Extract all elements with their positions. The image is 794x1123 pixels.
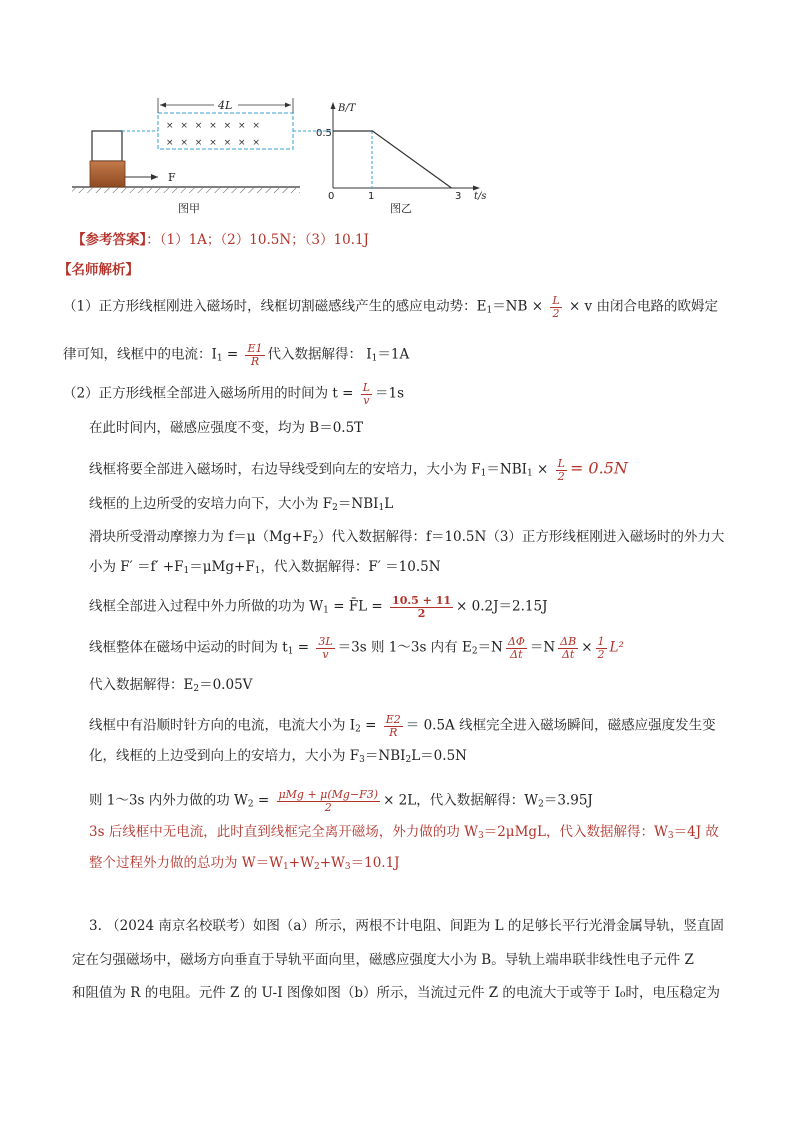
caption-jia: 图甲	[178, 202, 200, 215]
num: 10.5 + 11	[392, 594, 452, 607]
text: +W	[319, 855, 345, 871]
width-4L-label: 4L	[218, 99, 233, 112]
fraction	[277, 789, 381, 813]
text: ＝NBI	[337, 496, 379, 512]
den: R	[389, 725, 398, 739]
fraction	[384, 714, 403, 738]
text: （1）正方形线框刚进入磁场时，线框切割磁感线产生的感应电动势：E	[63, 298, 487, 315]
analysis-label: 【名师解析】	[58, 262, 139, 278]
tick-x-3: 3	[455, 191, 462, 202]
den: 2	[417, 606, 426, 620]
analysis-line-5	[89, 458, 628, 482]
text: ＝1A	[377, 346, 410, 363]
question3-line-3: 和阻值为 R 的电阻。元件 Z 的 U-I 图像如图（b）所示，当流过元件 Z 的电流大于或等于 I₀时，电压稳定为	[72, 985, 720, 1001]
fraction	[361, 382, 372, 406]
text: 律可知，线框中的电流：I	[63, 346, 217, 363]
tick-x-1: 1	[368, 191, 375, 202]
num: L	[362, 381, 371, 394]
text: ＝1s	[375, 385, 405, 402]
text: ×	[581, 639, 593, 656]
num: ΔΦ	[507, 635, 525, 648]
analysis-line-16	[89, 855, 400, 873]
text: × 0.2J＝2.15J	[456, 598, 548, 615]
text: 线框整体在磁场中运动的时间为 t	[89, 639, 288, 656]
den: R	[250, 354, 260, 368]
text: 整个过程外力做的总功为 W＝W	[89, 855, 284, 871]
sub: 2	[312, 536, 318, 546]
figure-yi-chart	[293, 102, 487, 215]
sub: 2	[538, 799, 544, 810]
fraction	[390, 595, 453, 619]
force-label: F	[168, 171, 176, 184]
text: × v 由闭合电路的欧姆定	[568, 298, 718, 315]
text: ＝ 0.5A 线框完全进入磁场瞬间，磁感应强度发生变	[405, 717, 716, 734]
sub: 1	[216, 353, 223, 364]
text: 化，线框的上边受到向上的安培力，大小为 F	[89, 748, 360, 764]
text: L＝0.5N	[411, 748, 467, 764]
sub: 2	[247, 799, 254, 810]
sub: 2	[405, 755, 412, 765]
text: ＝NBI	[364, 748, 406, 764]
text: +W	[288, 855, 314, 871]
text: ＝10.1J	[350, 855, 400, 871]
text: ，代入数据解得：F′ ＝10.5N	[260, 559, 441, 575]
den: Δt	[510, 647, 523, 661]
text: 线框全部进入过程中外力所做的功为 W	[89, 598, 324, 615]
text: =	[257, 792, 270, 809]
text: ＝3s 则 1～3s 内有 E	[337, 639, 472, 656]
text: 代入数据解得： I	[267, 346, 372, 363]
slider-block	[90, 161, 125, 187]
answer-text: ：（1）1A；（2）10.5N；（3）10.1J	[146, 232, 369, 248]
tick-origin: 0	[328, 191, 335, 202]
field-marks-row1: × × × × × × ×	[166, 121, 262, 131]
caption-yi: 图乙	[390, 202, 412, 215]
field-marks-row2: × × × × × × ×	[166, 138, 262, 148]
den: v	[322, 647, 329, 661]
answer-label: 【参考答案】	[72, 232, 147, 248]
num: L	[552, 294, 560, 307]
question3-line-1: 3. （2024 南京名校联考）如图（a）所示，两根不计电阻、间距为 L 的足够长平行光滑金属导轨，竖直固	[89, 918, 724, 934]
analysis-line-15	[89, 824, 719, 842]
text: L	[384, 496, 394, 512]
sub: 1	[371, 353, 378, 364]
fraction	[245, 343, 264, 367]
text: 3s 后线框中无电流，此时直到线框完全离开磁场，外力做的功 W	[89, 824, 478, 840]
result-0.5N: = 0.5N	[569, 458, 628, 478]
sub: 2	[332, 503, 338, 513]
text: ×	[532, 461, 549, 478]
den: 2	[557, 469, 565, 483]
sub: 1	[323, 605, 329, 616]
analysis-line-6	[89, 496, 393, 514]
num: 3L	[318, 635, 333, 648]
fraction	[506, 636, 527, 660]
fraction	[556, 458, 567, 482]
den: v	[363, 393, 370, 407]
text: ＝NB ×	[492, 298, 544, 315]
text: ＝N	[529, 639, 556, 656]
text: =	[333, 598, 345, 615]
den: 2	[597, 647, 605, 661]
num: μMg + μ(Mg−F3)	[278, 788, 379, 801]
text: =	[297, 639, 310, 656]
sub: 3	[344, 862, 351, 872]
num: E2	[385, 713, 401, 726]
analysis-line-3	[63, 382, 404, 406]
text: ＝NBI	[486, 461, 527, 478]
analysis-line-2	[63, 343, 409, 367]
sub: 3	[359, 755, 365, 765]
series-B-line	[333, 131, 452, 188]
text: 线框将要全部进入磁场时，右边导线受到向左的安培力，大小为 F	[89, 461, 481, 478]
analysis-line-14	[89, 789, 593, 813]
sub: 1	[480, 468, 487, 479]
analysis-line-9	[89, 595, 548, 619]
analysis-line-4: 在此时间内，磁感应强度不变，均为 B＝0.5T	[89, 420, 364, 436]
text: =	[226, 346, 239, 363]
y-axis-label: B/T	[338, 103, 356, 114]
sub: 1	[486, 305, 493, 316]
sub: 1	[287, 646, 294, 657]
sub: 1	[283, 862, 289, 872]
num: E1	[247, 342, 263, 355]
text: 滑块所受滑动摩擦力为 f＝μ（Mg+F	[89, 529, 313, 545]
analysis-line-1	[63, 295, 718, 319]
fraction	[550, 295, 561, 319]
text: 代入数据解得：E	[89, 677, 194, 693]
text: ＝0.05V	[199, 677, 253, 693]
text: ＝3.95J	[543, 792, 593, 809]
sub: 2	[355, 724, 361, 735]
num: L	[557, 457, 565, 470]
text: ＝2μMgL，代入数据解得：W	[483, 824, 668, 840]
text: （2）正方形线框全部进入磁场所用的时间为 t =	[63, 385, 354, 402]
coil-frame	[92, 131, 122, 161]
fraction	[316, 636, 334, 660]
text: 小为 F′ ＝f′ +F	[89, 559, 184, 575]
fraction	[596, 636, 607, 660]
sub: 2	[471, 646, 478, 657]
x-axis-label: t/s	[474, 191, 487, 202]
fraction	[558, 636, 578, 660]
analysis-line-11	[89, 677, 252, 695]
sub: 2	[313, 862, 320, 872]
text: 线框中有沿顺时针方向的电流，电流大小为 I	[89, 717, 356, 734]
text: ＝4J 故	[673, 824, 719, 840]
text: ）代入数据解得：f＝10.5N（3）正方形线框刚进入磁场时的外力大	[317, 529, 725, 545]
text: 则 1～3s 内外力做的功 W	[89, 792, 248, 809]
answer-line	[72, 232, 369, 249]
text: F̄L =	[348, 598, 383, 615]
sub: 1	[526, 468, 533, 479]
sub: 1	[254, 566, 261, 576]
sub: 1	[378, 503, 385, 513]
question3-line-2: 定在匀强磁场中，磁场方向垂直于导轨平面向里，磁感应强度大小为 B。导轨上端串联非线性电子元件 Z	[72, 952, 694, 968]
analysis-line-12	[89, 714, 716, 738]
analysis-line-8	[89, 559, 441, 577]
problem-figure	[0, 0, 794, 225]
text: ＝N	[477, 639, 503, 656]
figure-jia	[72, 98, 300, 215]
sub: 1	[183, 566, 190, 576]
sub: 3	[667, 831, 674, 841]
text: 线框的上边所受的安培力向下，大小为 F	[89, 496, 333, 512]
sub: 3	[477, 831, 484, 841]
den: Δt	[561, 647, 575, 661]
analysis-line-7	[89, 529, 724, 547]
den: 2	[324, 800, 332, 814]
text: =	[365, 717, 377, 734]
tick-y-0.5: 0.5	[316, 128, 332, 139]
text: × 2L，代入数据解得：W	[383, 792, 539, 809]
num: ΔB	[560, 635, 577, 648]
sub: 2	[193, 684, 200, 694]
analysis-line-13	[89, 748, 467, 766]
den: 2	[552, 306, 560, 320]
num: 1	[597, 635, 605, 648]
analysis-line-10	[89, 636, 624, 660]
text: L²	[609, 639, 624, 656]
text: ＝μMg+F	[189, 559, 255, 575]
